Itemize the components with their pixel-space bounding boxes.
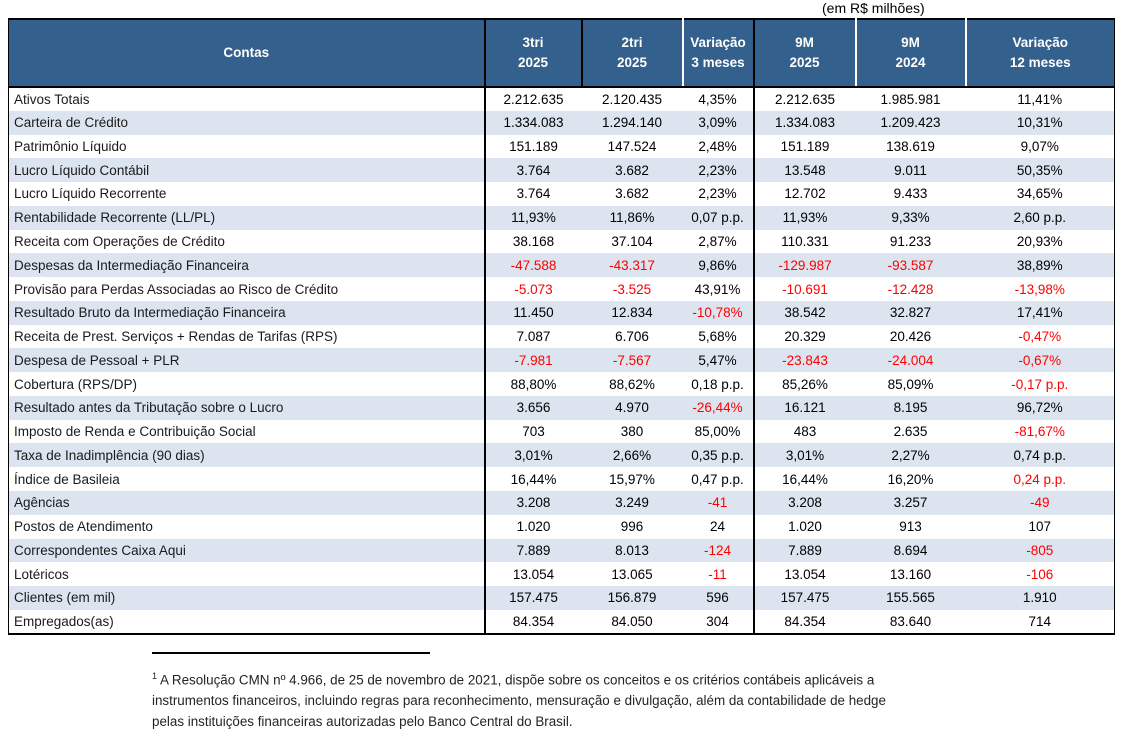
footnote (152, 652, 1052, 732)
value-cell: 3,01% (485, 443, 582, 467)
column-header-label: 9M (901, 34, 920, 50)
header-row (9, 19, 1115, 87)
value-cell: 157.475 (754, 586, 856, 610)
unit-label: (em R$ milhões) (822, 0, 925, 16)
value-cell: 32.827 (856, 301, 966, 325)
value-cell: 6.706 (615, 329, 649, 345)
value-cell: 2.212.635 (503, 91, 564, 107)
row-label: Patrimônio Líquido (9, 135, 485, 159)
value-cell: 147.524 (607, 138, 657, 154)
value-cell: 11,93% (485, 206, 582, 230)
value-cell: 155.565 (856, 586, 966, 610)
value-cell: 304 (683, 610, 754, 634)
value-cell: 2,23% (683, 158, 754, 182)
table-body (9, 87, 1115, 634)
value-cell: -24.004 (856, 348, 966, 372)
value-cell: 11,41% (1017, 91, 1063, 107)
value-cell: 34,65% (1016, 186, 1063, 202)
value-cell: -10,78% (683, 301, 754, 325)
table-row (9, 325, 1115, 349)
value-cell: 83.640 (889, 613, 932, 629)
value-cell: 0,47 p.p. (683, 467, 754, 491)
value-cell: 12.834 (582, 301, 683, 325)
column-header-label: 2025 (616, 55, 648, 70)
value-cell: 2,23% (683, 182, 754, 206)
value-cell: -81,67% (1014, 424, 1065, 440)
column-header-label: 2025 (517, 55, 549, 70)
value-cell: 5,68% (683, 325, 754, 349)
column-header-label: 12 meses (1009, 55, 1071, 70)
row-label: Clientes (em mil) (9, 586, 485, 610)
row-label: Rentabilidade Recorrente (LL/PL) (9, 206, 485, 230)
value-cell: 0,24 p.p. (1013, 471, 1067, 487)
row-label: Empregados(as) (9, 610, 485, 634)
table-row (9, 182, 1115, 206)
value-cell: 38.168 (512, 233, 555, 249)
value-cell: 9,86% (683, 253, 754, 277)
row-label: Receita com Operações de Crédito (9, 230, 485, 254)
value-cell: -26,44% (683, 396, 754, 420)
value-cell: -0,47% (1018, 329, 1062, 345)
financial-table (8, 18, 1115, 635)
value-cell: 20,93% (1016, 233, 1063, 249)
table-row (9, 301, 1115, 325)
value-cell: 4.970 (582, 396, 683, 420)
value-cell: 0,18 p.p. (683, 372, 754, 396)
value-cell: 8.013 (582, 539, 683, 563)
row-label: Despesa de Pessoal + PLR (9, 348, 485, 372)
table-row (9, 135, 1115, 159)
value-cell: 84.050 (611, 613, 653, 629)
value-cell: 3,01% (754, 443, 856, 467)
value-cell: 13.160 (889, 566, 932, 582)
row-label: Resultado antes da Tributação sobre o Lucro (9, 396, 485, 420)
financial-table-container (8, 18, 1114, 635)
value-cell: 88,62% (609, 376, 655, 392)
table-row (9, 420, 1115, 444)
value-cell: 3.208 (485, 491, 582, 515)
column-header-3tri-2025 (485, 19, 582, 87)
column-header-9m-2025 (754, 19, 856, 87)
footnote-line (152, 666, 1052, 690)
value-cell: -124 (683, 539, 754, 563)
value-cell: 3.682 (582, 158, 683, 182)
value-cell: 156.879 (582, 586, 683, 610)
value-cell: 8.195 (856, 396, 966, 420)
value-cell: 7.889 (485, 539, 582, 563)
column-header-label: 2024 (895, 55, 926, 70)
value-cell: 84.354 (512, 613, 555, 629)
value-cell: -49 (966, 491, 1115, 515)
row-label: Receita de Prest. Serviços + Rendas de Tarifas (RPS) (9, 325, 485, 349)
value-cell: 96,72% (966, 396, 1115, 420)
row-label: Carteira de Crédito (9, 111, 485, 135)
row-label: Correspondentes Caixa Aqui (9, 539, 485, 563)
column-header-variacao-3-meses (683, 19, 754, 87)
value-cell: 84.354 (784, 613, 826, 629)
value-cell: 11,93% (754, 206, 856, 230)
value-cell: 1.985.981 (880, 91, 941, 107)
value-cell: 157.475 (485, 586, 582, 610)
value-cell: -47.588 (485, 253, 582, 277)
table-row (9, 253, 1115, 277)
value-cell: 16,44% (510, 471, 557, 487)
value-cell: 138.619 (886, 138, 935, 154)
value-cell: 483 (793, 424, 817, 440)
table-row (9, 111, 1115, 135)
value-cell: 2.120.435 (601, 91, 663, 107)
value-cell: 3.682 (615, 186, 649, 202)
value-cell: 5,47% (683, 348, 754, 372)
value-cell: 4,35% (683, 87, 754, 111)
value-cell: 2,60 p.p. (966, 206, 1115, 230)
value-cell: 1.294.140 (582, 111, 683, 135)
value-cell: 9,33% (856, 206, 966, 230)
value-cell: 50,35% (966, 158, 1115, 182)
row-label: Provisão para Perdas Associadas ao Risco de Crédito (9, 277, 485, 301)
value-cell: 380 (620, 424, 644, 440)
column-header-label: Variação (690, 34, 746, 50)
value-cell: 2,87% (683, 230, 754, 254)
value-cell: 714 (1028, 613, 1052, 629)
table-row (9, 372, 1115, 396)
value-cell: -23.843 (754, 348, 856, 372)
row-label: Taxa de Inadimplência (90 dias) (9, 443, 485, 467)
value-cell: 3.656 (485, 396, 582, 420)
value-cell: -5.073 (514, 281, 553, 297)
value-cell: 9,07% (1020, 138, 1059, 154)
value-cell: -12.428 (887, 281, 934, 297)
table-row (9, 277, 1115, 301)
row-label: Despesas da Intermediação Financeira (9, 253, 485, 277)
value-cell: 8.694 (856, 539, 966, 563)
table-row (9, 491, 1115, 515)
value-cell: 85,26% (782, 376, 828, 392)
value-cell: 85,00% (683, 420, 754, 444)
value-cell: -93.587 (856, 253, 966, 277)
value-cell: 110.331 (781, 233, 829, 249)
column-header-2tri-2025 (582, 19, 683, 87)
value-cell: -106 (1026, 566, 1054, 582)
row-label: Índice de Basileia (9, 467, 485, 491)
value-cell: 10,31% (966, 111, 1115, 135)
table-row (9, 348, 1115, 372)
value-cell: 20.426 (889, 329, 932, 345)
value-cell: -7.567 (582, 348, 683, 372)
value-cell: 7.889 (754, 539, 856, 563)
row-label: Resultado Bruto da Intermediação Financeira (9, 301, 485, 325)
value-cell: 1.910 (966, 586, 1115, 610)
value-cell: 2,48% (683, 135, 754, 159)
value-cell: 3.764 (516, 186, 551, 202)
value-cell: 11,86% (582, 206, 683, 230)
value-cell: -0,67% (966, 348, 1115, 372)
value-cell: 9.011 (856, 158, 966, 182)
value-cell: 3.764 (485, 158, 582, 182)
table-row (9, 396, 1115, 420)
footnote-divider (152, 652, 430, 654)
value-cell: 151.189 (509, 138, 558, 154)
column-header-label: 3 meses (691, 55, 745, 70)
value-cell: 9.433 (893, 186, 928, 202)
value-cell: -13,98% (1014, 281, 1065, 297)
value-cell: 38.542 (754, 301, 856, 325)
value-cell: -0,17 p.p. (1011, 376, 1069, 392)
footnote-line: instrumentos financeiros, incluindo regras para reconhecimento, mensuração e divulgação, além da contabilidade de hedge (152, 693, 886, 709)
value-cell: 13.548 (754, 158, 856, 182)
value-cell: 1.209.423 (856, 111, 966, 135)
value-cell: 7.087 (516, 329, 551, 345)
value-cell: 88,80% (510, 376, 557, 392)
value-cell: 0,07 p.p. (683, 206, 754, 230)
column-header-label: Contas (223, 44, 270, 60)
value-cell: 2,27% (856, 443, 966, 467)
value-cell: -7.981 (485, 348, 582, 372)
value-cell: -10.691 (782, 281, 828, 297)
value-cell: 2,66% (582, 443, 683, 467)
table-row (9, 562, 1115, 586)
column-header-label: 2tri (621, 34, 643, 50)
value-cell: 2.635 (893, 424, 928, 440)
table-row (9, 467, 1115, 491)
value-cell: 12.702 (784, 186, 826, 202)
value-cell: 3.208 (754, 491, 856, 515)
column-header-label: 3tri (522, 34, 544, 50)
value-cell: 24 (683, 515, 754, 539)
value-cell: 43,91% (683, 277, 754, 301)
value-cell: 0,35 p.p. (683, 443, 754, 467)
value-cell: -11 (683, 562, 754, 586)
value-cell: 13.065 (611, 566, 653, 582)
value-cell: 38,89% (966, 253, 1115, 277)
value-cell: 1.020 (516, 519, 551, 535)
value-cell: 703 (522, 424, 545, 440)
value-cell: 1.334.083 (754, 111, 856, 135)
value-cell: 107 (1028, 519, 1052, 535)
value-cell: 1.334.083 (485, 111, 582, 135)
value-cell: 2.212.635 (774, 91, 836, 107)
value-cell: 17,41% (966, 301, 1115, 325)
value-cell: 1.020 (788, 519, 822, 535)
value-cell: 996 (620, 519, 644, 535)
table-header (9, 19, 1115, 87)
footnote-text: A Resolução CMN nº 4.966, de 25 de novembro de 2021, dispõe sobre os conceitos e os critérios contábeis aplicáveis a (160, 672, 875, 688)
row-label: Lotéricos (9, 562, 485, 586)
row-label: Lucro Líquido Contábil (9, 158, 485, 182)
table-row (9, 87, 1115, 111)
value-cell: 596 (683, 586, 754, 610)
value-cell: 11.450 (485, 301, 582, 325)
column-header-label: 9M (795, 34, 814, 50)
row-label: Postos de Atendimento (9, 515, 485, 539)
table-row (9, 158, 1115, 182)
column-header-label: 2025 (789, 55, 820, 70)
table-row (9, 586, 1115, 610)
row-label: Cobertura (RPS/DP) (9, 372, 485, 396)
column-header-9m-2024 (856, 19, 966, 87)
row-label: Lucro Líquido Recorrente (9, 182, 485, 206)
value-cell: 913 (899, 519, 922, 535)
value-cell: 151.189 (780, 138, 830, 154)
footnote-line: pelas instituições financeiras autorizadas pelo Banco Central do Brasil. (152, 714, 573, 730)
value-cell: 37.104 (611, 233, 653, 249)
value-cell: 85,09% (887, 376, 934, 392)
table-row (9, 539, 1115, 563)
column-header-variacao-12-meses (966, 19, 1115, 87)
value-cell: 91.233 (889, 233, 932, 249)
row-label: Agências (9, 491, 485, 515)
value-cell: 16.121 (754, 396, 856, 420)
row-label: Imposto de Renda e Contribuição Social (9, 420, 485, 444)
value-cell: -41 (683, 491, 754, 515)
value-cell: 3.249 (582, 491, 683, 515)
value-cell: -805 (966, 539, 1115, 563)
value-cell: 20.329 (784, 329, 826, 345)
value-cell: 13.054 (784, 566, 826, 582)
column-header-label: Variação (1012, 34, 1069, 50)
column-header-contas (9, 19, 485, 87)
table-row (9, 443, 1115, 467)
value-cell: 0,74 p.p. (966, 443, 1115, 467)
table-row (9, 230, 1115, 254)
value-cell: 3,09% (683, 111, 754, 135)
value-cell: 16,44% (782, 471, 828, 487)
table-row (9, 515, 1115, 539)
value-cell: 3.257 (856, 491, 966, 515)
value-cell: -3.525 (612, 281, 652, 297)
table-row (9, 206, 1115, 230)
footnote-marker: 1 (152, 671, 158, 681)
value-cell: -129.987 (754, 253, 856, 277)
value-cell: 16,20% (887, 471, 934, 487)
row-label: Ativos Totais (9, 87, 485, 111)
value-cell: 15,97% (609, 471, 655, 487)
value-cell: 13.054 (512, 566, 555, 582)
table-row (9, 610, 1115, 634)
value-cell: -43.317 (582, 253, 683, 277)
